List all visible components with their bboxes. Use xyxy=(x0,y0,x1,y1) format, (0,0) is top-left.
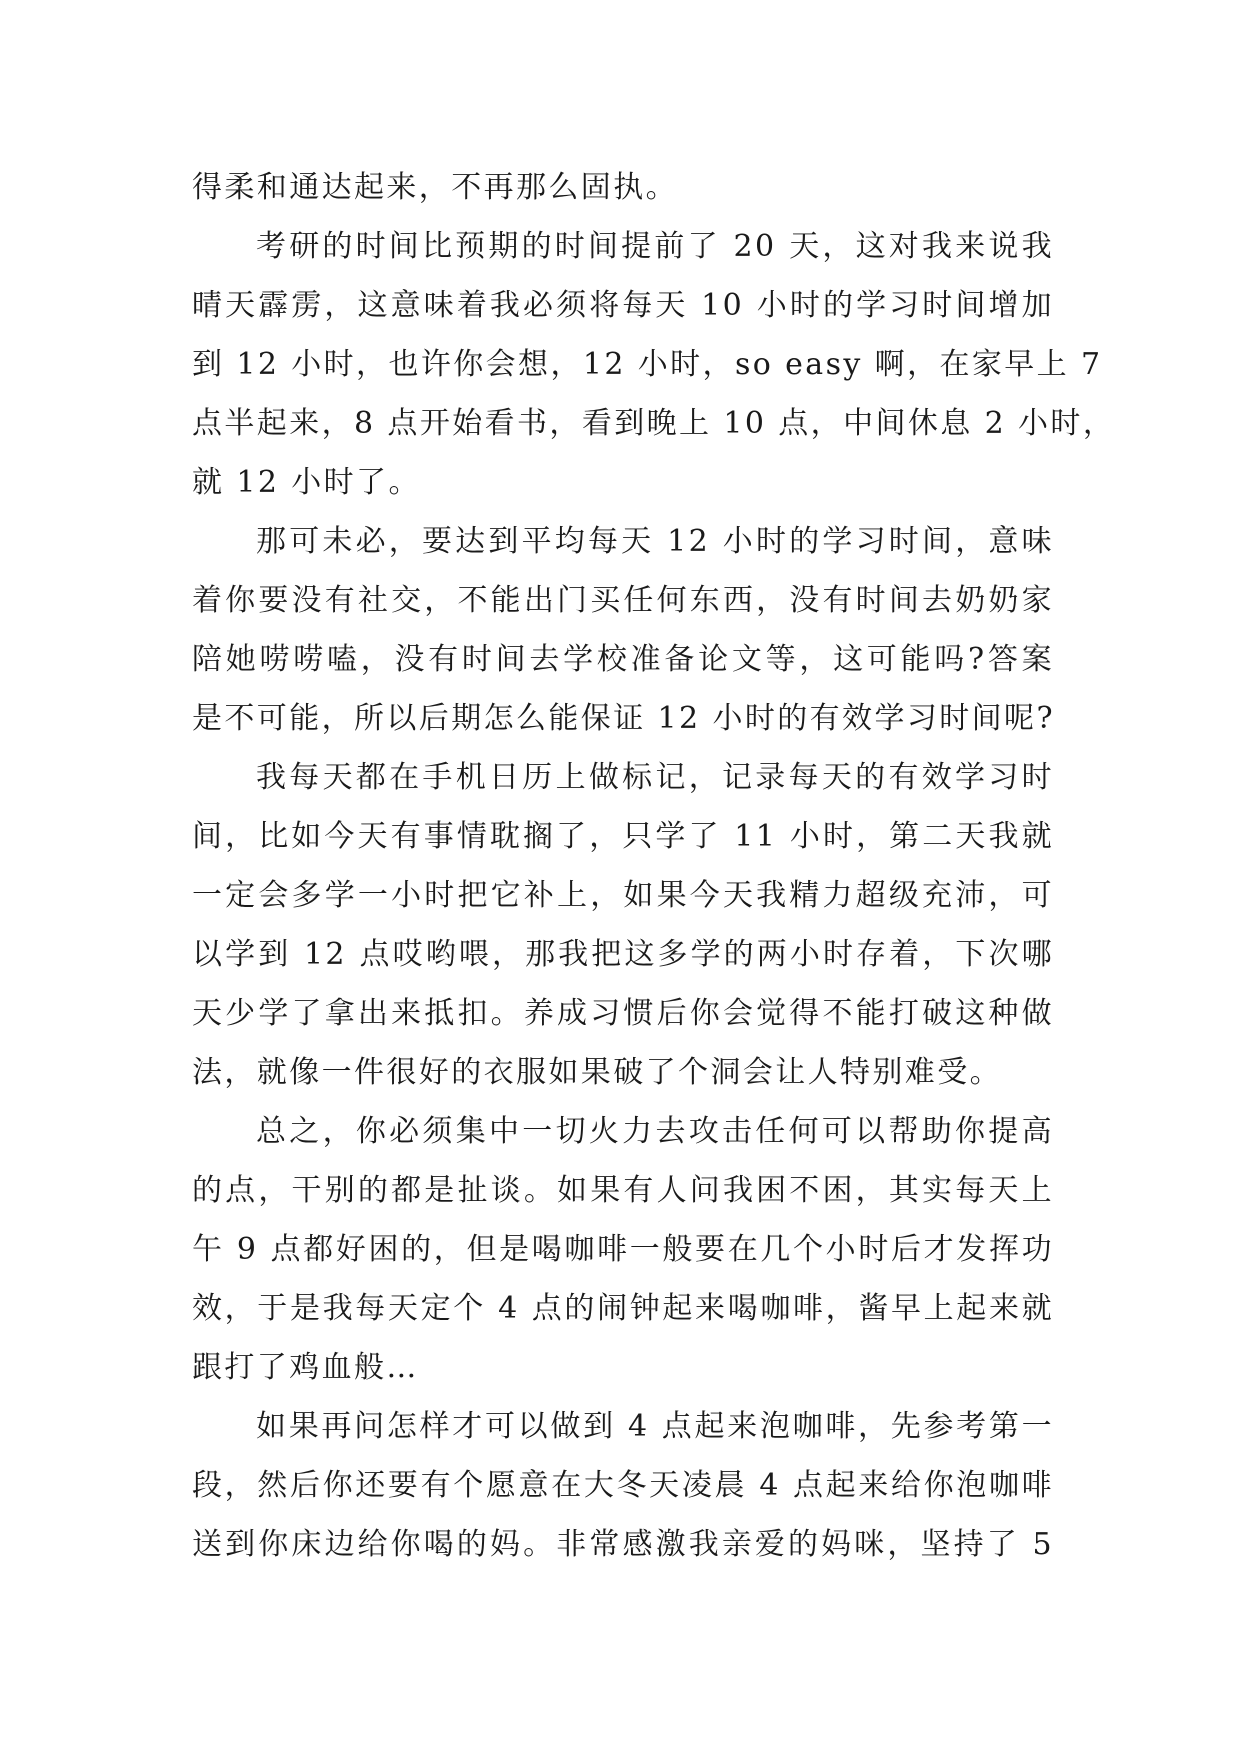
text-line: 午 9 点都好困的，但是喝咖啡一般要在几个小时后才发挥功 xyxy=(192,1232,1054,1267)
text-line: 的点，干别的都是扯谈。如果有人问我困不困，其实每天上 xyxy=(192,1173,1054,1208)
paragraph-6 xyxy=(192,1397,1054,1574)
text-line: 考研的时间比预期的时间提前了 20 天，这对我来说我 xyxy=(256,229,1054,264)
text-line: 法，就像一件很好的衣服如果破了个洞会让人特别难受。 xyxy=(192,1055,1002,1090)
text-line: 着你要没有社交，不能出门买任何东西，没有时间去奶奶家 xyxy=(192,583,1054,618)
text-line: 天少学了拿出来抵扣。养成习惯后你会觉得不能打破这种做 xyxy=(192,996,1054,1031)
text-line: 晴天霹雳，这意味着我必须将每天 10 小时的学习时间增加 xyxy=(192,288,1054,323)
text-line: 以学到 12 点哎哟喂，那我把这多学的两小时存着，下次哪 xyxy=(192,937,1054,972)
text-line: 我每天都在手机日历上做标记，记录每天的有效学习时 xyxy=(256,760,1054,795)
text-line: 段，然后你还要有个愿意在大冬天凌晨 4 点起来给你泡咖啡 xyxy=(192,1468,1054,1503)
paragraph-5 xyxy=(192,1102,1054,1397)
text-line: 跟打了鸡血般… xyxy=(192,1350,419,1385)
paragraph-4 xyxy=(192,748,1054,1102)
document-body xyxy=(192,158,1116,1574)
text-line: 点半起来，8 点开始看书，看到晚上 10 点，中间休息 2 小时， xyxy=(192,406,1116,441)
text-line: 送到你床边给你喝的妈。非常感激我亲爱的妈咪，坚持了 5 xyxy=(192,1527,1054,1562)
text-line: 一定会多学一小时把它补上，如果今天我精力超级充沛，可 xyxy=(192,878,1054,913)
text-line: 如果再问怎样才可以做到 4 点起来泡咖啡，先参考第一 xyxy=(256,1409,1054,1444)
text-line: 陪她唠唠嗑，没有时间去学校准备论文等，这可能吗?答案 xyxy=(192,642,1054,677)
text-line: 得柔和通达起来，不再那么固执。 xyxy=(192,170,678,205)
text-line: 到 12 小时，也许你会想，12 小时，so easy 啊，在家早上 7 xyxy=(192,347,1103,382)
text-line: 总之，你必须集中一切火力去攻击任何可以帮助你提高 xyxy=(256,1114,1054,1149)
text-line: 间，比如今天有事情耽搁了，只学了 11 小时，第二天我就 xyxy=(192,819,1054,854)
text-line: 是不可能，所以后期怎么能保证 12 小时的有效学习时间呢? xyxy=(192,701,1055,736)
text-line: 就 12 小时了。 xyxy=(192,465,421,500)
paragraph-2 xyxy=(192,217,1116,512)
text-line: 那可未必，要达到平均每天 12 小时的学习时间，意味 xyxy=(256,524,1054,559)
paragraph-3 xyxy=(192,512,1054,748)
paragraph-1 xyxy=(192,158,1054,217)
text-line: 效，于是我每天定个 4 点的闹钟起来喝咖啡，酱早上起来就 xyxy=(192,1291,1054,1326)
